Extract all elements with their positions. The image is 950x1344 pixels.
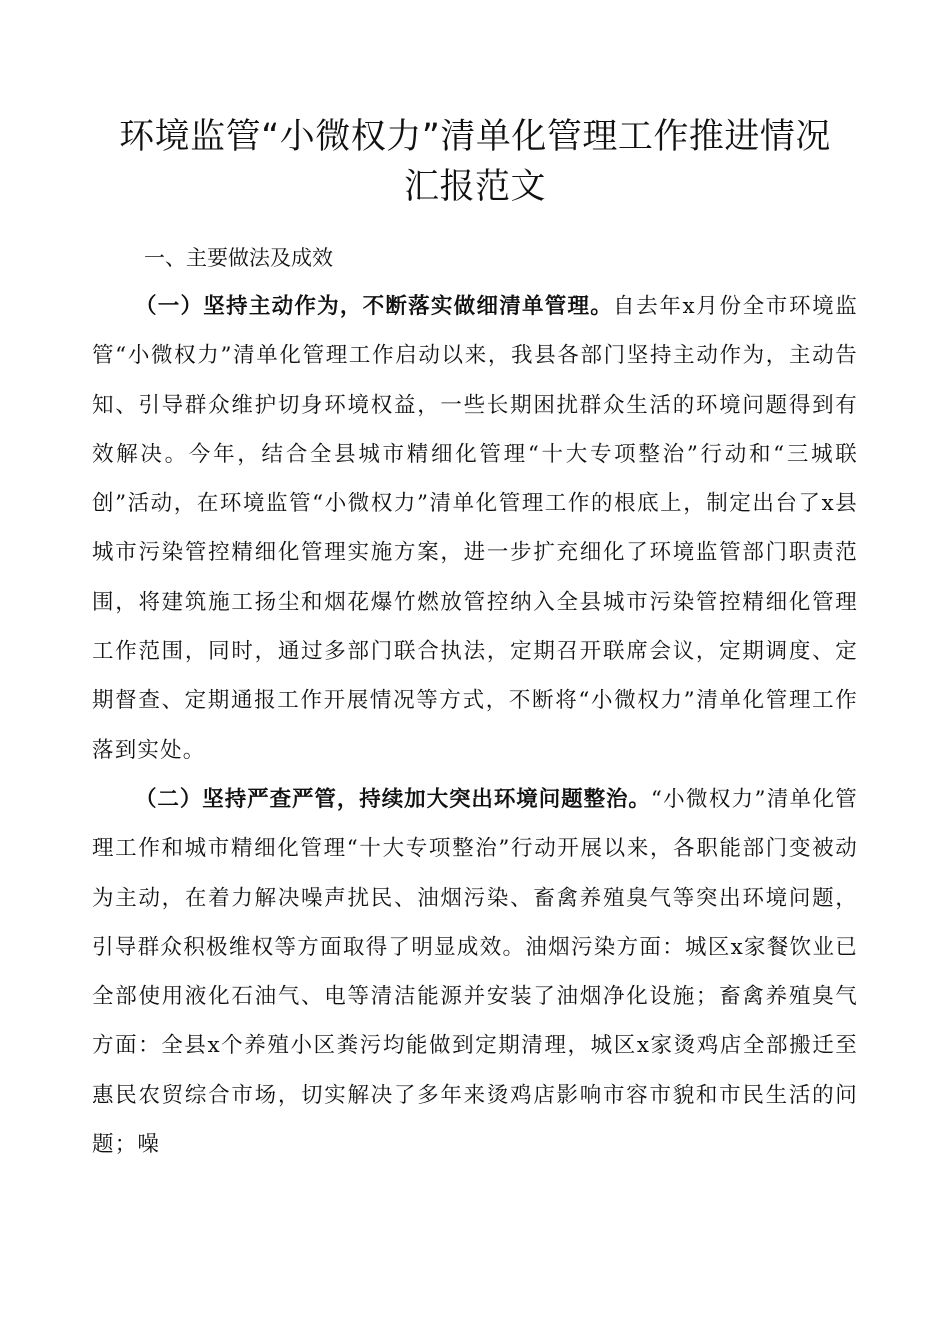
paragraph-1-body: 自去年x月份全市环境监管“小微权力”清单化管理工作启动以来，我县各部门坚持主动作为，主动告知、引导群众维护切身环境权益，一些长期困扰群众生活的环境问题得到有效解决。今年，结合全县城市精细化管理“十大专项整治”行动和“三城联创”活动，在环境监管“小微权力”清单化管理工作的根底上，制定出台了x县城市污染管控精细化管理实施方案，进一步扩充细化了环境监管部门职责范围，将建筑施工扬尘和烟花爆竹燃放管控纳入全县城市污染管控精细化管理工作范围，同时，通过多部门联合执法，定期召开联席会议，定期调度、定期督查、定期通报工作开展情况等方式，不断将“小微权力”清单化管理工作落到实处。 bbox=[92, 294, 858, 763]
section-heading-main-practices: 一、主要做法及成效 bbox=[144, 246, 333, 270]
paragraph-2-body: “小微权力”清单化管理工作和城市精细化管理“十大专项整治”行动开展以来，各职能部门变被动为主动，在着力解决噪声扰民、油烟污染、畜禽养殖臭气等突出环境问题，引导群众积极维权等方面取得了明显成效。油烟污染方面：城区x家餐饮业已全部使用液化石油气、电等清洁能源并安装了油烟净化设施；畜禽养殖臭气方面：全县x个养殖小区粪污均能做到定期清理，城区x家烫鸡店全部搬迁至惠民农贸综合市场，切实解决了多年来烫鸡店影响市容市貌和市民生活的问题；噪 bbox=[92, 786, 858, 1158]
document-title bbox=[92, 112, 858, 212]
paragraph-1 bbox=[92, 282, 858, 775]
paragraph-2-lead: （二）坚持严查严管，持续加大突出环境问题整治。 bbox=[135, 786, 651, 812]
document-title-line-1: 环境监管“小微权力”清单化管理工作推进情况 bbox=[119, 117, 831, 157]
paragraph-1-lead: （一）坚持主动作为，不断落实做细清单管理。 bbox=[135, 294, 614, 319]
paragraph-2 bbox=[92, 775, 858, 1169]
document-title-line-2: 汇报范文 bbox=[403, 167, 546, 207]
